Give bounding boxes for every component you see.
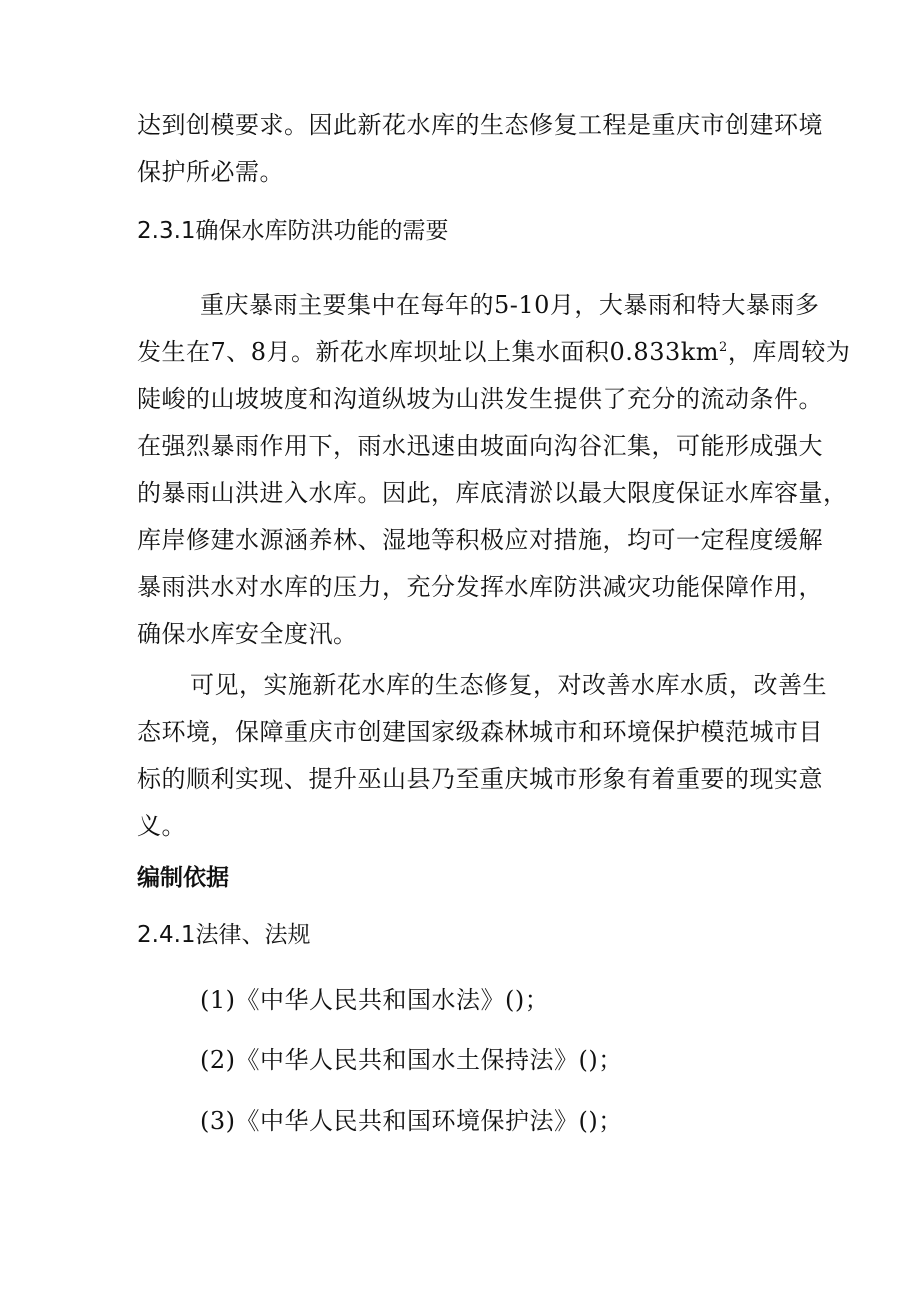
section-heading-basis: 编制依据 xyxy=(137,865,229,891)
paragraph-1-line-2-end: ，库周较为 xyxy=(727,338,851,366)
section-heading-2-3-1: 2.3.1确保水库防洪功能的需要 xyxy=(137,218,449,244)
law-item-2: (2)《中华人民共和国水土保持法》()； xyxy=(200,1046,623,1074)
paragraph-1-line-6: 库岸修建水源涵养林、湿地等积极应对措施，均可一定程度缓解 xyxy=(137,526,823,554)
section-heading-2-4-1: 2.4.1法律、法规 xyxy=(137,922,311,948)
paragraph-1-line-4: 在强烈暴雨作用下，雨水迅速由坡面向沟谷汇集，可能形成强大 xyxy=(137,432,823,460)
superscript-2: 2 xyxy=(719,340,728,355)
law-item-3: (3)《中华人民共和国环境保护法》()； xyxy=(200,1107,623,1135)
paragraph-2-line-1: 可见，实施新花水库的生态修复，对改善水库水质，改善生 xyxy=(190,671,827,699)
paragraph-2-line-2: 态环境，保障重庆市创建国家级森林城市和环境保护模范城市目 xyxy=(137,718,823,746)
intro-line-1: 达到创模要求。因此新花水库的生态修复工程是重庆市创建环境 xyxy=(137,111,823,139)
paragraph-1-line-2 xyxy=(137,337,850,367)
paragraph-1-line-1: 重庆暴雨主要集中在每年的5-10月，大暴雨和特大暴雨多 xyxy=(200,291,820,319)
paragraph-1-line-2-text: 发生在7、8月。新花水库坝址以上集水面积0.833km xyxy=(137,338,720,366)
paragraph-2-line-3: 标的顺利实现、提升巫山县乃至重庆城市形象有着重要的现实意 xyxy=(137,765,823,793)
paragraph-1-line-5: 的暴雨山洪进入水库。因此，库底清淤以最大限度保证水库容量， xyxy=(137,479,848,507)
paragraph-1-line-3: 陡峻的山坡坡度和沟道纵坡为山洪发生提供了充分的流动条件。 xyxy=(137,385,823,413)
paragraph-1-line-8: 确保水库安全度汛。 xyxy=(137,620,358,648)
intro-line-2: 保护所必需。 xyxy=(137,158,284,186)
paragraph-2-line-4: 义。 xyxy=(137,812,186,840)
paragraph-1-line-7: 暴雨洪水对水库的压力，充分发挥水库防洪减灾功能保障作用， xyxy=(137,573,823,601)
law-item-1: (1)《中华人民共和国水法》()； xyxy=(200,986,550,1014)
